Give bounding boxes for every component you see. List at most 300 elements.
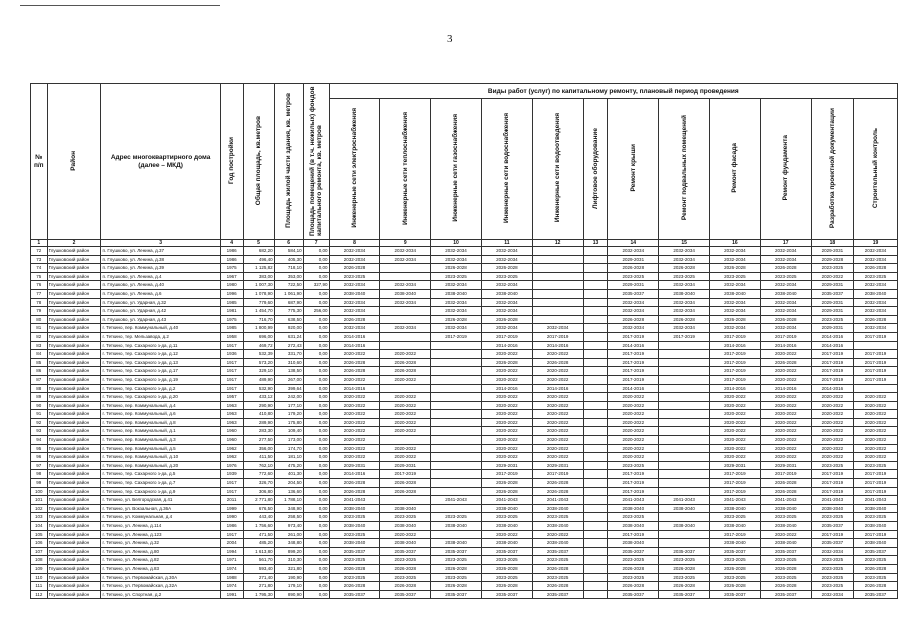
table-cell: 2020-2022 xyxy=(380,444,431,453)
table-row xyxy=(31,247,898,256)
table-cell: п. Глушково, ул. Ударная, д.32 xyxy=(101,298,220,307)
table-cell: 1960 xyxy=(220,427,243,436)
table-cell: 2032-2034 xyxy=(811,547,854,556)
table-cell: 353,00 xyxy=(274,272,303,281)
table-cell: 2020-2022 xyxy=(811,453,854,462)
table-cell: 2023-2025 xyxy=(659,272,710,281)
table-row xyxy=(31,539,898,548)
table-cell: 2032-2034 xyxy=(659,307,710,316)
table-cell: 2035-2037 xyxy=(329,547,380,556)
table-cell: 2032-2034 xyxy=(481,307,532,316)
table-cell: 2020-2022 xyxy=(532,410,583,419)
table-cell: 2020-2022 xyxy=(760,418,811,427)
column-index: 10 xyxy=(431,240,482,247)
table-cell: 2032-2034 xyxy=(760,298,811,307)
table-cell: 2017-2019 xyxy=(811,487,854,496)
table-cell: 2026-2028 xyxy=(481,564,532,573)
table-cell xyxy=(659,358,710,367)
table-row xyxy=(31,453,898,462)
table-cell: 2038-2040 xyxy=(659,504,710,513)
table-cell: 2017-2019 xyxy=(854,530,898,539)
table-cell: 2017-2019 xyxy=(608,358,659,367)
table-cell: Глушковский район xyxy=(47,418,101,427)
table-cell xyxy=(583,307,608,316)
table-cell: 890,90 xyxy=(274,590,303,599)
table-cell: Глушковский район xyxy=(47,272,101,281)
header-work-12 xyxy=(854,99,898,240)
table-cell: 2020-2022 xyxy=(380,418,431,427)
table-cell: г. Теткино, тер. Сахарного з-да, д.9 xyxy=(101,487,220,496)
table-cell xyxy=(380,384,431,393)
table-cell: Глушковский район xyxy=(47,307,101,316)
column-index: 11 xyxy=(481,240,532,247)
table-cell: 326,70 xyxy=(243,479,274,488)
table-cell: 2026-2028 xyxy=(431,564,482,573)
table-cell: г. Теткино, пер. Коммунальный, д.1 xyxy=(101,427,220,436)
table-cell: 0,00 xyxy=(303,522,329,531)
table-cell: 87 xyxy=(31,375,48,384)
table-cell: 2026-2028 xyxy=(659,315,710,324)
header-work-label: Ремонт фундамента xyxy=(782,135,790,201)
table-cell: 2020-2022 xyxy=(854,418,898,427)
table-cell: 0,00 xyxy=(303,264,329,273)
table-cell: 271,80 xyxy=(243,582,274,591)
table-cell: 1975 xyxy=(220,315,243,324)
table-cell: 2023-2025 xyxy=(380,573,431,582)
table-cell: 85 xyxy=(31,358,48,367)
table-cell: 1975 xyxy=(220,264,243,273)
column-index: 4 xyxy=(220,240,243,247)
table-cell: 2017-2019 xyxy=(659,332,710,341)
table-cell: 2038-2040 xyxy=(329,289,380,298)
table-cell xyxy=(583,522,608,531)
table-cell: 2020-2022 xyxy=(481,367,532,376)
table-cell: Глушковский район xyxy=(47,427,101,436)
table-cell: 2020-2022 xyxy=(380,393,431,402)
table-cell: 2032-2034 xyxy=(710,247,761,256)
page-number: 3 xyxy=(447,33,453,45)
table-cell: 2020-2022 xyxy=(811,427,854,436)
header-work-11 xyxy=(811,99,854,240)
table-cell: Глушковский район xyxy=(47,487,101,496)
table-cell xyxy=(659,530,710,539)
table-cell: 687,90 xyxy=(274,298,303,307)
table-cell xyxy=(431,393,482,402)
table-cell: 2020-2022 xyxy=(760,410,811,419)
table-cell: г. Теткино, тер. Сахарного з-да, д.11 xyxy=(101,341,220,350)
table-cell: 1958 xyxy=(220,332,243,341)
table-cell: 179,20 xyxy=(274,410,303,419)
table-cell: 1971 xyxy=(220,556,243,565)
table-cell: 2020-2022 xyxy=(532,367,583,376)
table-cell: 2026-2028 xyxy=(760,358,811,367)
table-cell: п. Глушково, ул. Ленина, д.37 xyxy=(101,247,220,256)
table-cell: 2017-2019 xyxy=(854,332,898,341)
table-cell: Глушковский район xyxy=(47,522,101,531)
table-cell: 2026-2028 xyxy=(481,479,532,488)
table-cell xyxy=(583,264,608,273)
table-cell: 290,90 xyxy=(243,401,274,410)
table-cell: 2017-2019 xyxy=(608,350,659,359)
table-cell xyxy=(659,453,710,462)
table-cell: 95 xyxy=(31,444,48,453)
table-cell: 1917 xyxy=(220,479,243,488)
table-cell: 2017-2019 xyxy=(760,332,811,341)
table-cell xyxy=(431,375,482,384)
table-cell: г. Теткино, тер. Сахарного з-да, д.12 xyxy=(101,350,220,359)
table-cell: 716,70 xyxy=(243,315,274,324)
table-cell: 2017-2019 xyxy=(854,350,898,359)
table-cell: 0,00 xyxy=(303,461,329,470)
table-cell: 2032-2034 xyxy=(854,324,898,333)
table-cell: Глушковский район xyxy=(47,332,101,341)
table-cell xyxy=(583,470,608,479)
table-cell: 1960 xyxy=(220,436,243,445)
table-cell: 2038-2040 xyxy=(854,522,898,531)
table-cell: 91 xyxy=(31,410,48,419)
table-cell: 2026-2028 xyxy=(608,264,659,273)
table-cell: 2023-2025 xyxy=(854,573,898,582)
table-cell xyxy=(854,384,898,393)
table-cell: 2029-2031 xyxy=(811,247,854,256)
table-cell: 2041-2043 xyxy=(854,496,898,505)
table-cell: 2014-2016 xyxy=(811,384,854,393)
table-cell: г. Теткино, тер. Сахарного з-да, д.20 xyxy=(101,393,220,402)
table-cell: 1974 xyxy=(220,582,243,591)
table-cell xyxy=(583,582,608,591)
table-cell: 0,00 xyxy=(303,582,329,591)
table-cell: 2020-2022 xyxy=(608,401,659,410)
table-cell: 2020-2022 xyxy=(481,436,532,445)
table-cell: 2014-2016 xyxy=(760,341,811,350)
table-row xyxy=(31,444,898,453)
table-cell: п. Глушково, ул. Ленина, д.38 xyxy=(101,255,220,264)
header-work-6 xyxy=(583,99,608,240)
table-cell: 2026-2028 xyxy=(659,564,710,573)
table-cell: 2038-2040 xyxy=(760,504,811,513)
table-cell: г. Теткино, ул. Ленина, д.123 xyxy=(101,530,220,539)
table-cell xyxy=(583,556,608,565)
table-cell: 92 xyxy=(31,418,48,427)
table-cell: 1 007,30 xyxy=(243,281,274,290)
table-cell: г. Теткино, тер. Сахарного з-да, д.2 xyxy=(101,384,220,393)
table-cell: 2032-2034 xyxy=(854,247,898,256)
table-row xyxy=(31,573,898,582)
table-cell: 109,40 xyxy=(274,427,303,436)
column-index: 2 xyxy=(47,240,101,247)
table-cell: 405,30 xyxy=(274,255,303,264)
table-cell: 258,50 xyxy=(274,513,303,522)
table-cell: 74 xyxy=(31,264,48,273)
table-cell: Глушковский район xyxy=(47,479,101,488)
table-cell: 593,40 xyxy=(243,564,274,573)
table-cell: 86 xyxy=(31,367,48,376)
table-cell: 2017-2019 xyxy=(710,479,761,488)
table-cell: 73 xyxy=(31,255,48,264)
table-cell: 2023-2025 xyxy=(329,513,380,522)
table-cell: 2020-2022 xyxy=(811,393,854,402)
table-cell xyxy=(431,453,482,462)
table-cell: 2020-2022 xyxy=(329,436,380,445)
table-cell xyxy=(659,384,710,393)
table-cell xyxy=(583,324,608,333)
table-row xyxy=(31,298,898,307)
table-cell: 2026-2028 xyxy=(329,358,380,367)
table-cell: 0,00 xyxy=(303,479,329,488)
table-cell xyxy=(659,410,710,419)
table-cell xyxy=(583,487,608,496)
header-work-label: Инженерные сети водоотведения xyxy=(554,113,562,223)
table-cell xyxy=(659,470,710,479)
table-cell: 0,00 xyxy=(303,436,329,445)
table-cell: 2035-2037 xyxy=(329,590,380,599)
table-cell: 2023-2025 xyxy=(329,556,380,565)
table-cell: 2032-2034 xyxy=(380,324,431,333)
column-index: 16 xyxy=(710,240,761,247)
table-cell: 2026-2028 xyxy=(329,487,380,496)
table-cell: 0,00 xyxy=(303,255,329,264)
table-cell: 2029-2031 xyxy=(811,307,854,316)
table-cell: 2023-2025 xyxy=(811,556,854,565)
table-cell: 2020-2022 xyxy=(329,375,380,384)
table-cell: 2038-2040 xyxy=(431,539,482,548)
table-cell: 72 xyxy=(31,247,48,256)
table-cell: 2017-2019 xyxy=(710,487,761,496)
table-cell: 2020-2022 xyxy=(760,530,811,539)
table-cell: 2017-2019 xyxy=(608,479,659,488)
table-cell: 2020-2022 xyxy=(854,444,898,453)
table-cell: 2020-2022 xyxy=(854,393,898,402)
header-living-area: Площадь жилой части здания, кв. метров xyxy=(274,84,303,240)
table-cell: Глушковский район xyxy=(47,324,101,333)
table-cell: 105 xyxy=(31,530,48,539)
table-cell xyxy=(532,264,583,273)
table-cell: 2023-2025 xyxy=(760,272,811,281)
table-cell: 2032-2034 xyxy=(329,307,380,316)
table-cell: 2032-2034 xyxy=(854,255,898,264)
table-cell: 2032-2034 xyxy=(380,281,431,290)
table-cell: 2020-2022 xyxy=(380,410,431,419)
table-cell: 0,00 xyxy=(303,418,329,427)
table-cell: 174,70 xyxy=(274,444,303,453)
table-cell: 2032-2034 xyxy=(329,281,380,290)
table-cell: 2026-2028 xyxy=(380,358,431,367)
table-cell: 2020-2022 xyxy=(854,427,898,436)
table-cell: 2020-2022 xyxy=(380,427,431,436)
table-cell: 2038-2040 xyxy=(380,504,431,513)
table-cell: 0,00 xyxy=(303,272,329,281)
table-cell: 2026-2028 xyxy=(481,487,532,496)
table-cell: г. Теткино, пер. Коммунальный, д.5 xyxy=(101,444,220,453)
table-row xyxy=(31,564,898,573)
table-cell: 899,20 xyxy=(274,547,303,556)
table-cell xyxy=(431,504,482,513)
table-cell: 261,00 xyxy=(274,530,303,539)
table-cell xyxy=(532,289,583,298)
table-cell: 1917 xyxy=(220,367,243,376)
table-cell: 1981 xyxy=(220,307,243,316)
table-cell xyxy=(431,530,482,539)
table-cell xyxy=(532,315,583,324)
table-cell: 2020-2022 xyxy=(532,453,583,462)
table-cell xyxy=(583,539,608,548)
table-cell: 496,40 xyxy=(243,255,274,264)
table-cell: 0,00 xyxy=(303,427,329,436)
table-cell: 2020-2022 xyxy=(760,444,811,453)
table-cell: 2038-2040 xyxy=(710,289,761,298)
table-cell: 2026-2028 xyxy=(710,582,761,591)
table-row xyxy=(31,358,898,367)
table-cell: Глушковский район xyxy=(47,564,101,573)
table-cell: 2020-2022 xyxy=(532,418,583,427)
table-cell: 2020-2022 xyxy=(811,444,854,453)
table-cell: 2014-2016 xyxy=(532,341,583,350)
table-cell: г. Теткино, ул. Ленина, д.114 xyxy=(101,522,220,531)
table-cell: 2020-2022 xyxy=(329,401,380,410)
table-cell: 98 xyxy=(31,470,48,479)
table-cell: г. Теткино, пер. Коммунальный, д.8 xyxy=(101,418,220,427)
table-body xyxy=(31,247,898,599)
table-cell: 489,90 xyxy=(243,375,274,384)
table-cell: 2017-2019 xyxy=(811,530,854,539)
table-cell: 83 xyxy=(31,341,48,350)
table-cell: 2020-2022 xyxy=(760,375,811,384)
table-cell: 2026-2028 xyxy=(431,582,482,591)
table-cell: 2020-2022 xyxy=(854,453,898,462)
table-cell: Глушковский район xyxy=(47,556,101,565)
table-cell xyxy=(583,479,608,488)
table-cell: 77 xyxy=(31,289,48,298)
column-index-row xyxy=(31,240,898,247)
table-cell: 2032-2034 xyxy=(659,281,710,290)
table-cell xyxy=(583,247,608,256)
table-cell: 2026-2028 xyxy=(854,582,898,591)
table-cell: 2020-2022 xyxy=(811,410,854,419)
table-cell: Глушковский район xyxy=(47,410,101,419)
table-cell xyxy=(583,590,608,599)
column-index: 7 xyxy=(303,240,329,247)
table-cell: 2020-2022 xyxy=(710,418,761,427)
header-work-label: Инженерные сети водоснабжения xyxy=(503,112,511,224)
table-cell: Глушковский район xyxy=(47,315,101,324)
table-cell: Глушковский район xyxy=(47,573,101,582)
table-cell: Глушковский район xyxy=(47,289,101,298)
table-cell: Глушковский район xyxy=(47,358,101,367)
table-row xyxy=(31,255,898,264)
table-cell: 102 xyxy=(31,504,48,513)
table-cell: 2023-2025 xyxy=(608,461,659,470)
table-cell: 2020-2022 xyxy=(608,427,659,436)
table-row xyxy=(31,401,898,410)
table-cell: г. Теткино, пер. Коммунальный, д.20 xyxy=(101,461,220,470)
table-cell: 2026-2028 xyxy=(854,264,898,273)
table-header-row xyxy=(31,84,898,99)
table-cell: 2026-2028 xyxy=(329,479,380,488)
table-row xyxy=(31,332,898,341)
table-row xyxy=(31,307,898,316)
column-index: 15 xyxy=(659,240,710,247)
table-cell: 2041-2043 xyxy=(608,496,659,505)
table-cell: 2026-2028 xyxy=(710,264,761,273)
table-cell: 2038-2040 xyxy=(659,289,710,298)
table-cell: 2038-2040 xyxy=(608,539,659,548)
table-cell: 2020-2022 xyxy=(481,418,532,427)
table-cell xyxy=(583,461,608,470)
table-cell: 2023-2025 xyxy=(811,513,854,522)
table-row xyxy=(31,522,898,531)
table-cell: 2038-2040 xyxy=(854,539,898,548)
table-cell xyxy=(583,547,608,556)
table-cell: 2017-2019 xyxy=(431,332,482,341)
table-cell: 1 454,70 xyxy=(243,307,274,316)
table-cell: 2017-2019 xyxy=(710,530,761,539)
table-cell: 2014-2016 xyxy=(481,384,532,393)
table-cell: 79 xyxy=(31,307,48,316)
table-cell: 471,50 xyxy=(243,530,274,539)
table-cell: 1917 xyxy=(220,384,243,393)
table-cell: 475,20 xyxy=(274,461,303,470)
column-index: 5 xyxy=(243,240,274,247)
table-row xyxy=(31,487,898,496)
table-cell: 2023-2025 xyxy=(659,573,710,582)
table-cell xyxy=(380,307,431,316)
table-cell: 101 xyxy=(31,496,48,505)
table-cell: 2014-2016 xyxy=(329,384,380,393)
table-cell: 2032-2034 xyxy=(760,247,811,256)
table-cell: 2032-2034 xyxy=(431,324,482,333)
table-cell: 2020-2022 xyxy=(760,453,811,462)
table-cell: 2038-2040 xyxy=(710,539,761,548)
table-cell: 2017-2019 xyxy=(608,375,659,384)
header-number: № п/п xyxy=(31,84,48,240)
table-cell: 2035-2037 xyxy=(380,590,431,599)
table-cell xyxy=(380,496,431,505)
table-cell: 0,00 xyxy=(303,384,329,393)
table-cell: 2032-2034 xyxy=(760,324,811,333)
table-cell xyxy=(431,358,482,367)
table-cell: 2038-2040 xyxy=(659,522,710,531)
table-cell: 2023-2025 xyxy=(431,513,482,522)
table-cell: 2023-2025 xyxy=(481,272,532,281)
table-row xyxy=(31,324,898,333)
table-cell: 136,60 xyxy=(274,487,303,496)
table-cell: г. Теткино, ул. Первомайская, д.30А xyxy=(101,573,220,582)
table-cell: 2020-2022 xyxy=(760,427,811,436)
table-cell: 469,72 xyxy=(243,341,274,350)
table-cell xyxy=(659,367,710,376)
table-cell: 0,00 xyxy=(303,375,329,384)
table-cell: Глушковский район xyxy=(47,401,101,410)
header-work-4 xyxy=(481,99,532,240)
table-cell: 2023-2025 xyxy=(380,513,431,522)
table-cell: 2032-2034 xyxy=(481,324,532,333)
table-cell: 2020-2022 xyxy=(854,436,898,445)
table-cell: 2026-2028 xyxy=(329,564,380,573)
table-cell xyxy=(380,264,431,273)
table-cell: 2026-2028 xyxy=(710,564,761,573)
table-cell: 2014-2016 xyxy=(329,332,380,341)
table-cell: 2032-2034 xyxy=(329,247,380,256)
table-cell xyxy=(532,298,583,307)
table-cell: 0,00 xyxy=(303,496,329,505)
table-cell: 2023-2025 xyxy=(854,556,898,565)
table-cell: 2026-2028 xyxy=(854,564,898,573)
table-cell: 90 xyxy=(31,401,48,410)
table-cell: 2014-2016 xyxy=(481,341,532,350)
table-cell: 2023-2025 xyxy=(380,556,431,565)
table-cell: 2032-2034 xyxy=(710,307,761,316)
table-cell xyxy=(532,255,583,264)
